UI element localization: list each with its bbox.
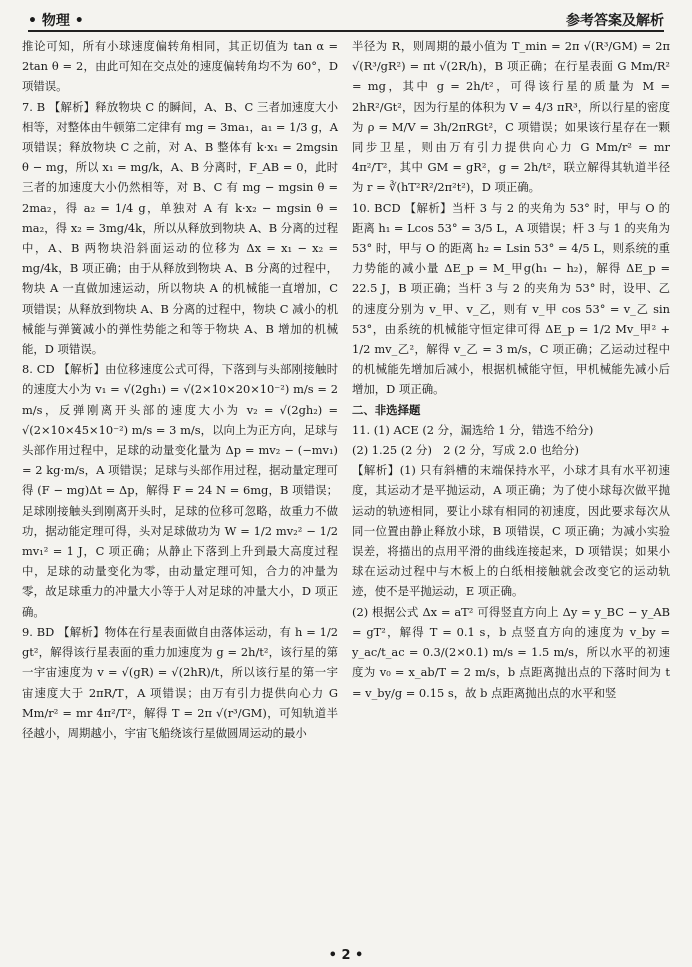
page-number: • 2 • bbox=[328, 948, 364, 963]
answer-9-continued: 半径为 R，则周期的最小值为 T_min = 2π √(R³/GM) = 2π √(R³/gR²) = πt √(2R/h)，B 项正确；在行星表面 G Mm/R² = mg，其中 g = 2h/t²，可得该行星的质量为 M = 2hR²/Gt²，因为行星的体积为 V = 4/3 πR³，所以行星的密度为 ρ = M/V = 3h/2πRGt²，C 项错误；如果该行星存在一颗同步卫星，则由万有引力提供向心力 G Mm/r² = mr 4π²/T²，其中 GM = gR²，g = 2h/t²，联立解得其轨道半径为 r = ∛(hT²R²/2π²t²)，D 项正确。 bbox=[352, 39, 670, 195]
right-column bbox=[352, 36, 670, 703]
section-title: 参考答案及解析 bbox=[566, 13, 664, 29]
answer-10: 10. BCD 【解析】当杆 3 与 2 的夹角为 53° 时，甲与 O 的距离 h₁ = Lcos 53° = 3/5 L，A 项错误；杆 3 与 1 的夹角为 53° 时，甲与 O 的距离 h₂ = Lsin 53° = 4/5 L，则系统的重力势能的减小量 ΔE_p = M_甲g(h₁ − h₂)，解得 ΔE_p = 22.5 J，B 项正确；当杆 3 与 2 的夹角为 53° 时，设甲、乙的速度分别为 v_甲、v_乙，则有 v_甲 cos 53° = v_乙 sin 53°，由系统的机械能守恒定律可得 ΔE_p = 1/2 Mv_甲² + 1/2 mv_乙²，解得 v_乙 = 3 m/s，C 项正确；乙运动过程中的机械能先增加后减小，根据机械能守恒，甲机械能先减小后增加，D 项正确。 bbox=[352, 200, 670, 397]
answer-11-part2: (2) 1.25 (2 分) 2 (2 分，写成 2.0 也给分) bbox=[352, 443, 579, 458]
answer-11-part1: 11. (1) ACE (2 分，漏选给 1 分，错选不给分) bbox=[352, 422, 594, 437]
page-header bbox=[28, 8, 664, 32]
paragraph-continuation: 推论可知，所有小球速度偏转角相同，其正切值为 tan α = 2tan θ = 2，由此可知在交点处的速度偏转角均不为 60°，D 项错误。 bbox=[22, 39, 338, 94]
answer-11-part2-analysis: (2) 根据公式 Δx = aT² 可得竖直方向上 Δy = y_BC − y_AB = gT²，解得 T = 0.1 s，b 点竖直方向的速度为 v_by = y_ac/t_ac = 0.3/(2×0.1) m/s = 1.5 m/s，所以水平的初速度为 v₀ = x_ab/T = 2 m/s，b 点距离抛出点的下落时间为 t = v_by/g = 0.15 s，故 b 点距离抛出点的水平和竖 bbox=[352, 604, 670, 700]
section-heading: 二、非选择题 bbox=[352, 402, 421, 417]
left-column bbox=[22, 36, 338, 743]
subject-label: • 物理 • bbox=[28, 13, 84, 29]
answer-11-analysis: 【解析】(1) 只有斜槽的末端保持水平，小球才具有水平初速度，其运动才是平抛运动，A 项正确；为了使小球每次做平抛运动的轨迹相同，要让小球有相同的初速度，因此要求每次从同一位置由静止释放小球，B 项错误，C 项正确；为减小实验误差，将描出的点用平滑的曲线连接起来，D 项错误；如果小球在运动过程中与木板上的白纸相接触就会改变它的运动轨迹，使不是平抛运动，E 项正确。 bbox=[352, 463, 670, 599]
answer-9: 9. BD 【解析】物体在行星表面做自由落体运动，有 h = 1/2 gt²，解得该行星表面的重力加速度为 g = 2h/t²，该行星的第一宇宙速度为 v = √(gR) = √(2hR)/t，所以该行星的第一宇宙速度大于 2πR/T，A 项错误；由万有引力提供向心力 G Mm/r² = mr 4π²/T²，解得 T = 2π √(r³/GM)，可知轨道半径越小，周期越小，宇宙飞船绕该行星做圆周运动的最小 bbox=[22, 624, 338, 740]
answer-8: 8. CD 【解析】由位移速度公式可得，下落到与头部刚接触时的速度大小为 v₁ = √(2gh₁) = √(2×10×20×10⁻²) m/s = 2 m/s，反弹刚离开头部的速度大小为 v₂ = √(2gh₂) = √(2×10×45×10⁻²) m/s = 3 m/s，以向上为正方向，足球与头部作用过程中，足球的动量变化量为 Δp = mv₂ − (−mv₁) = 2 kg·m/s，A 项错误；足球与头部作用过程，据动量定理可得 (F − mg)Δt = Δp，解得 F = 24 N = 6mg，B 项错误；足球刚接触头到刚离开头时，足球的位移可忽略，故重力不做功，据动能定理可得，头对足球做功为 W = 1/2 mv₂² − 1/2 mv₁² = 1 J，C 项正确；从静止下落到上升到最大高度过程中，足球的动量变化为零，由动量定理可知，合力的冲量为零，故足球重力的冲量大小等于人对足球的冲量大小，D 项正确。 bbox=[22, 362, 338, 619]
answer-7: 7. B 【解析】释放物块 C 的瞬间，A、B、C 三者加速度大小相等，对整体由牛顿第二定律有 mg = 3ma₁，a₁ = 1/3 g，A 项错误；释放物块 C 之前，对 A、B 整体有 k·x₁ = 2mgsin θ − mg，所以 x₁ = mg/k，A、B 分离时，F_AB = 0，此时三者的加速度大小仍然相等，对 B、C 有 mg − mgsin θ = 2ma₂，得 a₂ = 1/4 g，单独对 A 有 k·x₂ − mgsin θ = ma₂，得 x₂ = 3mg/4k，所以从释放到物块 A、B 分离的过程中，A、B 两物块沿斜面运动的位移为 Δx = x₁ − x₂ = mg/4k，B 项正确；由于从释放到物块 A、B 分离的过程中，物块 A 一直做加速运动，所以物块 A 的机械能一直增加，C 项错误；从释放到物块 A、B 分离的过程中，物块 C 减小的机械能与弹簧减小的弹性势能之和等于物块 A、B 增加的机械能，D 项错误。 bbox=[22, 99, 338, 357]
